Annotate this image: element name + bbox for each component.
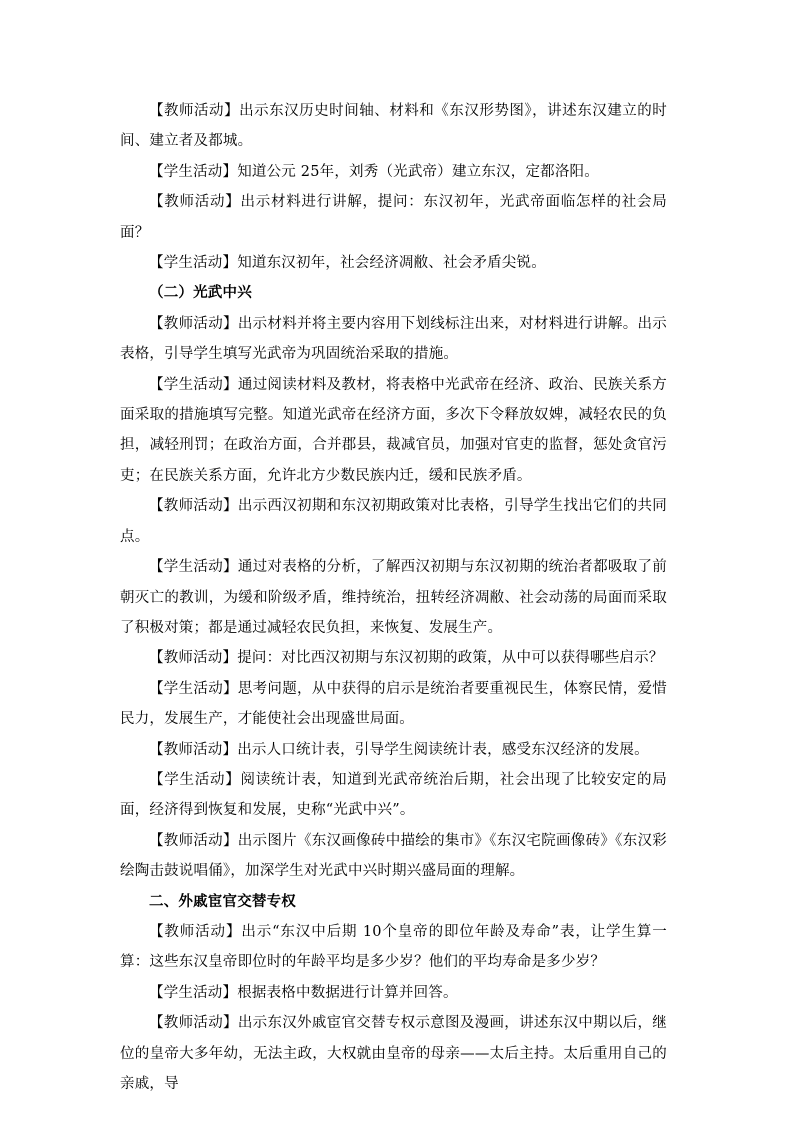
paragraph-text: 出示材料进行讲解，提问：东汉初年，光武帝面临怎样的社会局面？	[120, 194, 667, 241]
paragraph-text: 知道东汉初年，社会经济凋敝、社会矛盾尖锐。	[237, 255, 546, 272]
heading-text: 二、外戚宦官交替专权	[149, 892, 296, 910]
paragraph-text: 阅读统计表，知道到光武帝统治后期，社会出现了比较安定的局面，经济得到恢复和发展，史称“光武中兴”。	[120, 771, 667, 819]
paragraph-text: 通过阅读材料及教材，将表格中光武帝在经济、政治、民族关系方面采取的措施填写完整。知道光武帝在经济方面，多次下令释放奴婢，减轻农民的负担，减轻刑罚；在政治方面，合并郡县，裁减官员，加强对官吏的监督，惩处贪官污吏；在民族关系方面，允许北方少数民族内迁，缓和民族矛盾。	[120, 376, 667, 484]
activity-tag: 【学生活动】	[149, 559, 238, 576]
activity-tag: 【教师活动】	[149, 1015, 238, 1032]
activity-tag: 【教师活动】	[149, 103, 240, 119]
paragraph-student-7	[120, 978, 667, 1008]
paragraph-teacher-4	[120, 491, 667, 552]
activity-tag: 【学生活动】	[149, 376, 238, 393]
paragraph-teacher-9	[120, 1008, 667, 1099]
paragraph-text: 根据表格中数据进行计算并回答。	[237, 984, 458, 1001]
paragraph-text: 出示人口统计表，引导学生阅读统计表，感受东汉经济的发展。	[237, 741, 649, 758]
activity-tag: 【教师活动】	[149, 650, 238, 667]
paragraph-teacher-6	[120, 735, 667, 765]
heading-text: （二）光武中兴	[149, 284, 252, 302]
paragraph-text: 提问：对比西汉初期与东汉初期的政策，从中可以获得哪些启示？	[237, 650, 664, 667]
section-heading	[120, 278, 667, 308]
activity-tag: 【学生活动】	[149, 255, 238, 272]
activity-tag: 【教师活动】	[149, 832, 238, 849]
paragraph-student-6	[120, 765, 667, 826]
activity-tag: 【教师活动】	[149, 498, 238, 515]
paragraph-teacher-2	[120, 187, 667, 248]
paragraph-teacher-7	[120, 826, 667, 887]
paragraph-student-2	[120, 248, 667, 278]
activity-tag: 【学生活动】	[149, 771, 241, 788]
activity-tag: 【学生活动】	[149, 680, 238, 697]
paragraph-teacher-3	[120, 309, 667, 370]
paragraph-text: 出示西汉初期和东汉初期政策对比表格，引导学生找出它们的共同点。	[120, 498, 667, 545]
paragraph-text: 出示东汉外戚宦官交替专权示意图及漫画，讲述东汉中期以后，继位的皇帝大多年幼，无法主政，大权就由皇帝的母亲——太后主持。太后重用自己的亲戚，导	[120, 1015, 667, 1092]
paragraph-text: 知道公元 25年，刘秀（光武帝）建立东汉，定都洛阳。	[237, 163, 599, 180]
paragraph-student-3	[120, 370, 667, 492]
paragraph-text: 出示材料并将主要内容用下划线标注出来，对材料进行讲解。出示表格，引导学生填写光武帝为巩固统治采取的措施。	[120, 315, 667, 363]
activity-tag: 【教师活动】	[149, 741, 238, 758]
activity-tag: 【教师活动】	[149, 923, 242, 940]
document-body	[120, 96, 667, 1099]
paragraph-text: 通过对表格的分析，了解西汉初期与东汉初期的统治者都吸取了前朝灭亡的教训，为缓和阶级矛盾，维持统治，扭转经济凋敝、社会动荡的局面而采取了积极对策；都是通过减轻农民负担，来恢复、发展生产。	[120, 559, 667, 636]
paragraph-teacher-1	[120, 96, 667, 157]
paragraph-student-1	[120, 157, 667, 187]
paragraph-text: 出示图片《东汉画像砖中描绘的集市》《东汉宅院画像砖》《东汉彩绘陶击鼓说唱俑》，加深学生对光武中兴时期兴盛局面的理解。	[120, 832, 667, 880]
activity-tag: 【学生活动】	[149, 984, 238, 1001]
paragraph-teacher-8	[120, 917, 667, 978]
paragraph-text: 思考问题，从中获得的启示是统治者要重视民生，体察民情，爱惜民力，发展生产，才能使社会出现盛世局面。	[120, 680, 667, 728]
paragraph-text: 出示“东汉中后期 10个皇帝的即位年龄及寿命”表，让学生算一算：这些东汉皇帝即位时的年龄平均是多少岁？他们的平均寿命是多少岁？	[120, 923, 668, 971]
activity-tag: 【学生活动】	[149, 163, 238, 180]
paragraph-text: 出示东汉历史时间轴、材料和《东汉形势图》，讲述东汉建立的时间、建立者及都城。	[120, 103, 667, 150]
activity-tag: 【教师活动】	[149, 194, 241, 211]
paragraph-student-5	[120, 674, 667, 735]
activity-tag: 【教师活动】	[149, 315, 238, 332]
section-heading	[120, 887, 667, 917]
paragraph-teacher-5	[120, 643, 667, 673]
paragraph-student-4	[120, 552, 667, 643]
